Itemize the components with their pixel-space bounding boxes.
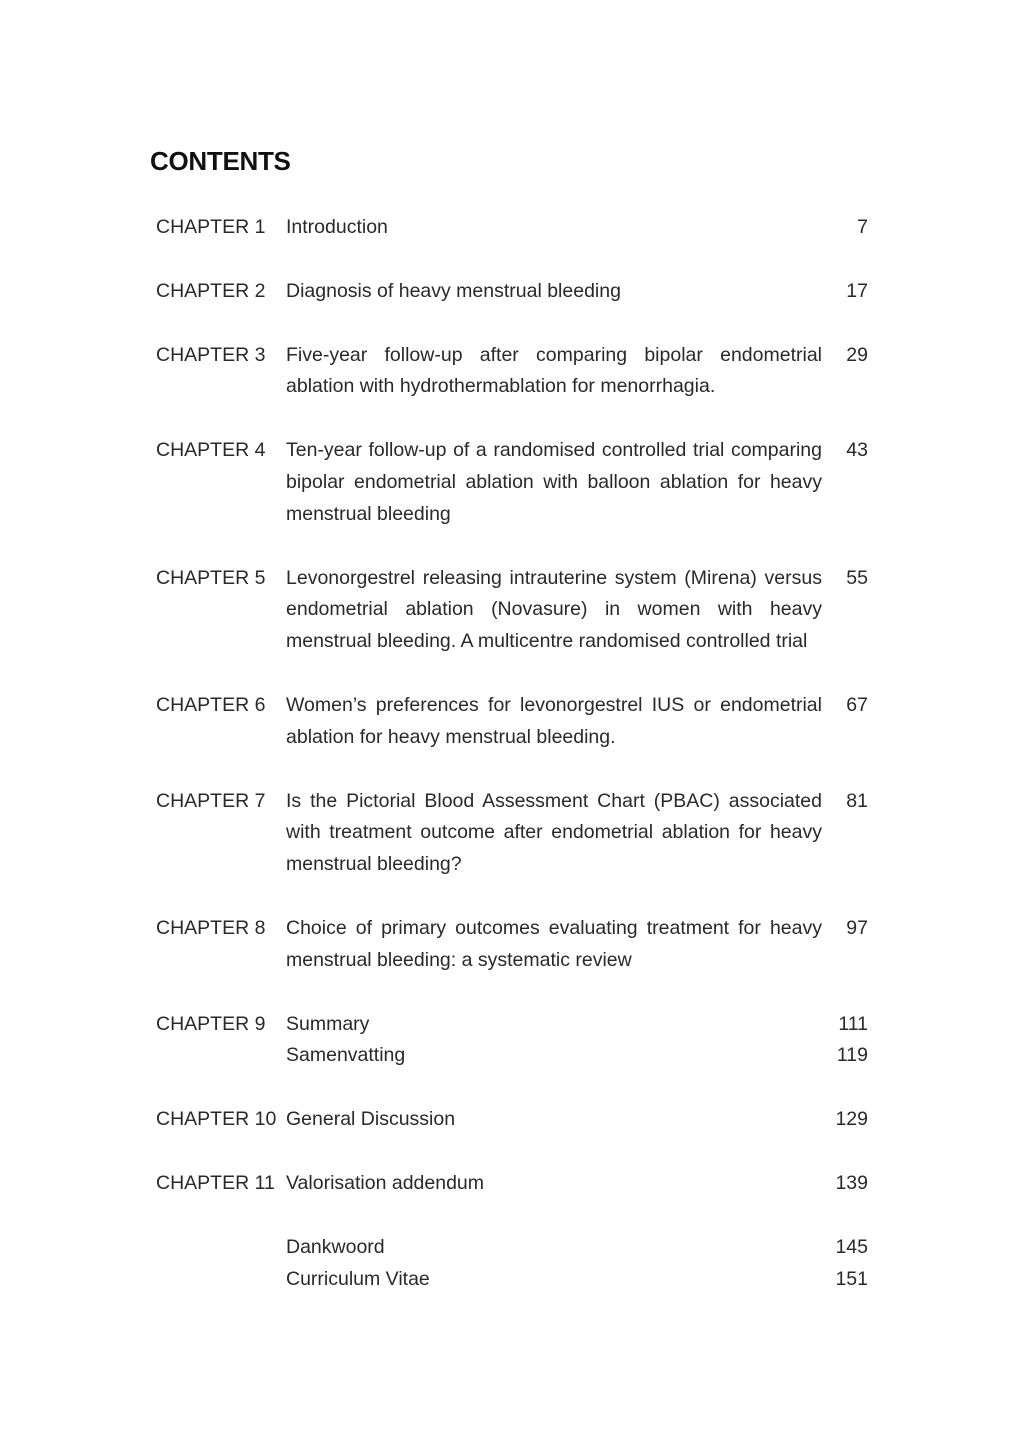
page-number: 55 bbox=[846, 566, 868, 589]
chapter-label: CHAPTER 3 bbox=[156, 343, 266, 366]
chapter-label: CHAPTER 4 bbox=[156, 439, 266, 462]
toc-entry-chapter-1[interactable] bbox=[156, 212, 868, 244]
page-number: 151 bbox=[835, 1267, 868, 1290]
page-number: 111 bbox=[838, 1012, 868, 1035]
toc-entry-chapter-8[interactable] bbox=[156, 913, 868, 977]
toc-line-dankwoord[interactable] bbox=[156, 1232, 868, 1264]
page-number: 139 bbox=[835, 1171, 868, 1194]
chapter-label: CHAPTER 10 bbox=[156, 1108, 277, 1131]
toc-entry-chapter-6[interactable] bbox=[156, 690, 868, 754]
chapter-label: CHAPTER 7 bbox=[156, 789, 266, 812]
page-number: 7 bbox=[857, 216, 868, 238]
chapter-label: CHAPTER 1 bbox=[156, 216, 266, 238]
entry-title: General Discussion bbox=[286, 1108, 456, 1131]
chapter-label: CHAPTER 2 bbox=[156, 279, 266, 302]
page-number: 129 bbox=[835, 1108, 868, 1131]
page-number: 97 bbox=[846, 916, 868, 939]
entry-title: Levonorgestrel releasing intrauterine system (Mirena) versus endometrial ablation (Novasure) in women with heavy menstrual bleeding. A multicentre randomised controlled trial bbox=[286, 566, 822, 653]
toc-line-summary[interactable] bbox=[156, 1009, 868, 1041]
page-title: CONTENTS bbox=[150, 146, 291, 176]
chapter-label: CHAPTER 9 bbox=[156, 1012, 266, 1035]
entry-title: Women’s preferences for levonorgestrel IUS or endometrial ablation for heavy menstrual bleeding. bbox=[286, 693, 822, 748]
toc-entry-chapter-5[interactable] bbox=[156, 563, 868, 658]
toc-entry-chapter-11[interactable] bbox=[156, 1168, 868, 1200]
toc-entry-chapter-4[interactable] bbox=[156, 435, 868, 530]
chapter-label: CHAPTER 11 bbox=[156, 1171, 275, 1194]
page-number: 17 bbox=[846, 279, 868, 302]
page-number: 145 bbox=[835, 1235, 868, 1258]
entry-title: Diagnosis of heavy menstrual bleeding bbox=[286, 279, 621, 302]
entry-title: Summary bbox=[286, 1012, 370, 1035]
page-number: 119 bbox=[836, 1044, 868, 1067]
entry-title: Valorisation addendum bbox=[286, 1171, 485, 1194]
toc-line-curriculum-vitae[interactable] bbox=[156, 1264, 868, 1296]
chapter-label: CHAPTER 6 bbox=[156, 693, 266, 716]
page-number: 81 bbox=[846, 789, 868, 812]
chapter-label: CHAPTER 8 bbox=[156, 916, 266, 939]
chapter-label: CHAPTER 5 bbox=[156, 566, 266, 589]
entry-title: Ten-year follow-up of a randomised controlled trial comparing bipolar endometrial ablation with balloon ablation for heavy menstrual bleeding bbox=[286, 439, 822, 525]
entry-title: Is the Pictorial Blood Assessment Chart (PBAC) associated with treatment outcome after endometrial ablation for heavy menstrual bleeding? bbox=[286, 789, 822, 876]
entry-title: Five-year follow-up after comparing bipolar endometrial ablation with hydrothermablation for menorrhagia. bbox=[286, 343, 822, 398]
page-number: 67 bbox=[846, 693, 868, 716]
page-number: 29 bbox=[846, 343, 868, 366]
toc-entry-back-matter bbox=[156, 1232, 868, 1296]
entry-title: Samenvatting bbox=[286, 1044, 406, 1067]
toc-entry-chapter-2[interactable] bbox=[156, 276, 868, 308]
toc-line-samenvatting[interactable] bbox=[156, 1040, 868, 1072]
entry-title: Dankwoord bbox=[286, 1235, 385, 1258]
page-number: 43 bbox=[846, 439, 868, 462]
toc-entry-chapter-3[interactable] bbox=[156, 340, 868, 404]
entry-title: Choice of primary outcomes evaluating treatment for heavy menstrual bleeding: a systematic review bbox=[286, 916, 822, 971]
entry-title: Curriculum Vitae bbox=[286, 1267, 430, 1290]
toc-entry-chapter-9 bbox=[156, 1009, 868, 1073]
toc-entry-chapter-10[interactable] bbox=[156, 1104, 868, 1136]
entry-title: Introduction bbox=[286, 216, 388, 238]
toc-entry-chapter-7[interactable] bbox=[156, 786, 868, 881]
table-of-contents bbox=[156, 212, 868, 1295]
